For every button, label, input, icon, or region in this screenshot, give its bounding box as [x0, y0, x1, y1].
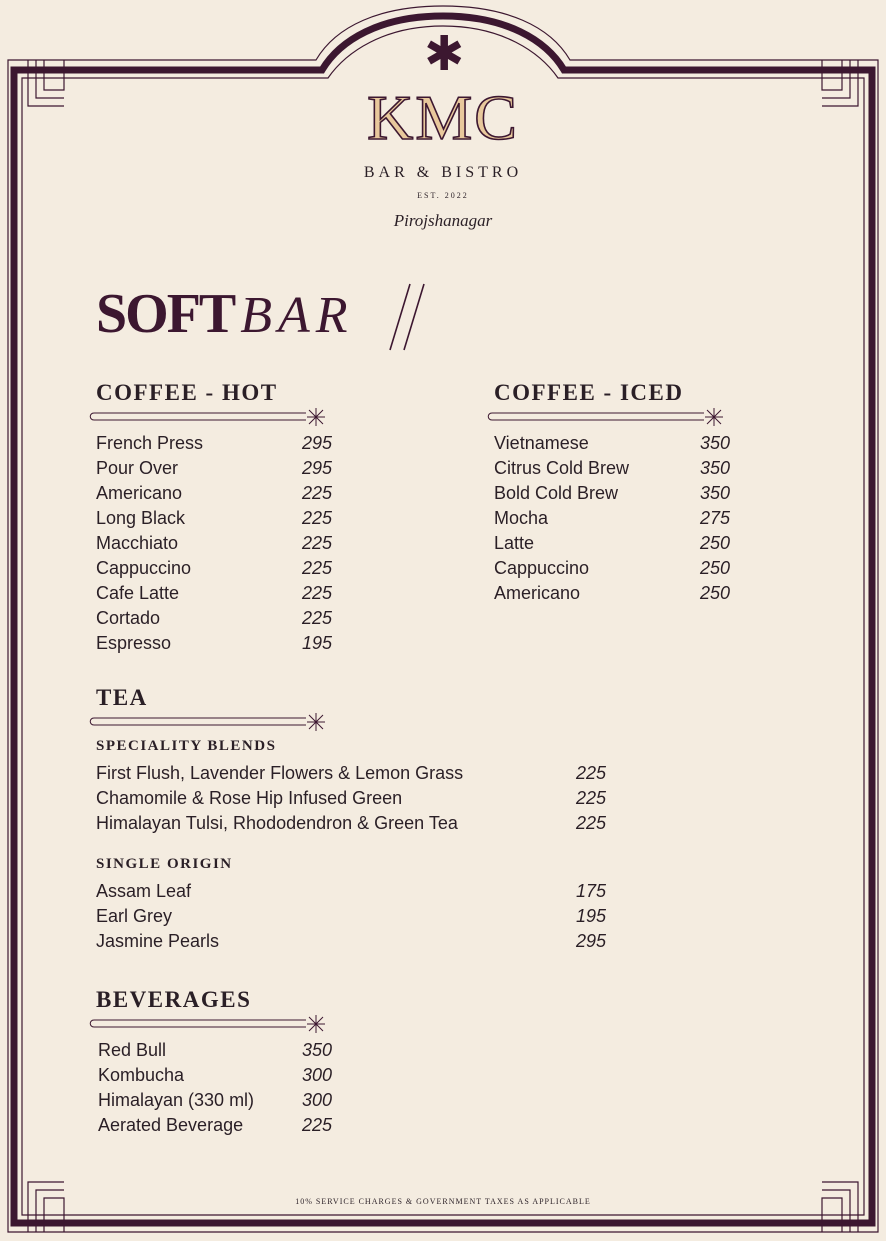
- menu-item-price: 175: [575, 881, 606, 901]
- menu-title: [96, 284, 354, 358]
- menu-item: [494, 431, 730, 456]
- menu-item-price: 225: [301, 608, 332, 628]
- menu-item-name: Latte: [494, 533, 535, 553]
- menu-item-price: 225: [575, 788, 606, 808]
- menu-item-price: 225: [301, 558, 332, 578]
- menu-item-price: 250: [699, 533, 730, 553]
- menu-item: [96, 904, 606, 929]
- speciality-blends-list: [96, 761, 606, 836]
- brand-subtitle: BAR & BISTRO: [363, 164, 523, 181]
- menu-item-price: 225: [301, 508, 332, 528]
- menu-item-name: Long Black: [96, 508, 186, 528]
- menu-item: [494, 556, 730, 581]
- brand-established: EST. 2022: [417, 191, 469, 200]
- menu-item: [96, 761, 606, 786]
- menu-item-name: Espresso: [96, 633, 172, 653]
- ornament-rule-icon: [88, 711, 328, 733]
- menu-title-part2: BAR: [240, 287, 354, 344]
- menu-item-price: 225: [301, 583, 332, 603]
- ornament-rule-icon: [88, 1013, 328, 1035]
- menu-item: [96, 879, 606, 904]
- coffee-hot-heading: COFFEE - HOT: [96, 380, 278, 405]
- menu-item-name: Kombucha: [98, 1065, 185, 1085]
- brand-logo: KMC: [367, 82, 519, 153]
- menu-item-name: Earl Grey: [96, 906, 173, 926]
- menu-item-price: 300: [301, 1090, 332, 1110]
- menu-item-name: Citrus Cold Brew: [494, 458, 630, 478]
- menu-item: [96, 456, 332, 481]
- menu-item: [98, 1088, 332, 1113]
- menu-item: [96, 481, 332, 506]
- brand-location: Pirojshanagar: [393, 211, 493, 230]
- menu-item-name: Red Bull: [98, 1040, 167, 1060]
- menu-item-price: 350: [699, 458, 730, 478]
- menu-item-name: Himalayan Tulsi, Rhododendron & Green Tea: [96, 813, 458, 833]
- menu-item-price: 350: [699, 433, 730, 453]
- beverages-heading: BEVERAGES: [96, 987, 252, 1012]
- menu-item-price: 250: [699, 583, 730, 603]
- menu-item-price: 250: [699, 558, 730, 578]
- menu-item-price: 225: [301, 483, 332, 503]
- menu-item: [494, 481, 730, 506]
- menu-item: [96, 929, 606, 954]
- menu-item: [96, 811, 606, 836]
- menu-item: [98, 1038, 332, 1063]
- menu-item: [494, 581, 730, 606]
- menu-item-name: Aerated Beverage: [98, 1115, 244, 1135]
- menu-item-name: Macchiato: [96, 533, 179, 553]
- menu-item: [96, 431, 332, 456]
- menu-title-part1: SOFT: [96, 283, 235, 345]
- footer-note: 10% SERVICE CHARGES & GOVERNMENT TAXES AS APPLICABLE: [295, 1197, 591, 1206]
- double-slash-icon: [388, 282, 428, 354]
- menu-item: [96, 631, 332, 656]
- menu-item-price: 195: [575, 906, 606, 926]
- beverages-list: [98, 1038, 332, 1138]
- menu-item-price: 275: [699, 508, 730, 528]
- coffee-iced-list: [494, 431, 730, 606]
- menu-item: [96, 606, 332, 631]
- menu-item: [96, 581, 332, 606]
- menu-item-price: 350: [699, 483, 730, 503]
- menu-item: [494, 531, 730, 556]
- menu-item: [98, 1113, 332, 1138]
- menu-item-name: Jasmine Pearls: [96, 931, 220, 951]
- menu-item: [96, 531, 332, 556]
- menu-item-name: Vietnamese: [494, 433, 589, 453]
- menu-item: [96, 556, 332, 581]
- menu-item-price: 225: [575, 813, 606, 833]
- menu-item-name: Assam Leaf: [96, 881, 192, 901]
- menu-item: [98, 1063, 332, 1088]
- menu-item-name: Cappuccino: [96, 558, 192, 578]
- menu-item-name: Cafe Latte: [96, 583, 180, 603]
- menu-item-name: Cortado: [96, 608, 161, 628]
- menu-item-price: 295: [575, 931, 606, 951]
- menu-item-name: Americano: [96, 483, 183, 503]
- single-origin-list: [96, 879, 606, 954]
- speciality-blends-heading: SPECIALITY BLENDS: [96, 738, 277, 754]
- menu-item-name: Mocha: [494, 508, 549, 528]
- asterisk-icon: ✱: [424, 26, 465, 82]
- menu-item-name: French Press: [96, 433, 204, 453]
- menu-item-price: 300: [301, 1065, 332, 1085]
- menu-item-price: 350: [301, 1040, 332, 1060]
- tea-heading: TEA: [96, 685, 148, 710]
- menu-item-name: Pour Over: [96, 458, 179, 478]
- menu-item-price: 295: [301, 433, 332, 453]
- ornament-rule-icon: [88, 406, 328, 428]
- menu-item-name: Chamomile & Rose Hip Infused Green: [96, 788, 403, 808]
- menu-item-name: Himalayan (330 ml): [98, 1090, 255, 1110]
- menu-item: [494, 456, 730, 481]
- menu-item-name: Americano: [494, 583, 581, 603]
- menu-item-price: 195: [301, 633, 332, 653]
- menu-item: [494, 506, 730, 531]
- menu-item-price: 225: [301, 533, 332, 553]
- coffee-hot-list: [96, 431, 332, 656]
- menu-item-name: Bold Cold Brew: [494, 483, 619, 503]
- menu-item: [96, 786, 606, 811]
- menu-item: [96, 506, 332, 531]
- menu-item-price: 225: [301, 1115, 332, 1135]
- single-origin-heading: SINGLE ORIGIN: [96, 856, 233, 872]
- menu-item-name: Cappuccino: [494, 558, 590, 578]
- menu-item-price: 295: [301, 458, 332, 478]
- menu-item-price: 225: [575, 763, 606, 783]
- menu-item-name: First Flush, Lavender Flowers & Lemon Grass: [96, 763, 464, 783]
- ornament-rule-icon: [486, 406, 726, 428]
- coffee-iced-heading: COFFEE - ICED: [494, 380, 684, 405]
